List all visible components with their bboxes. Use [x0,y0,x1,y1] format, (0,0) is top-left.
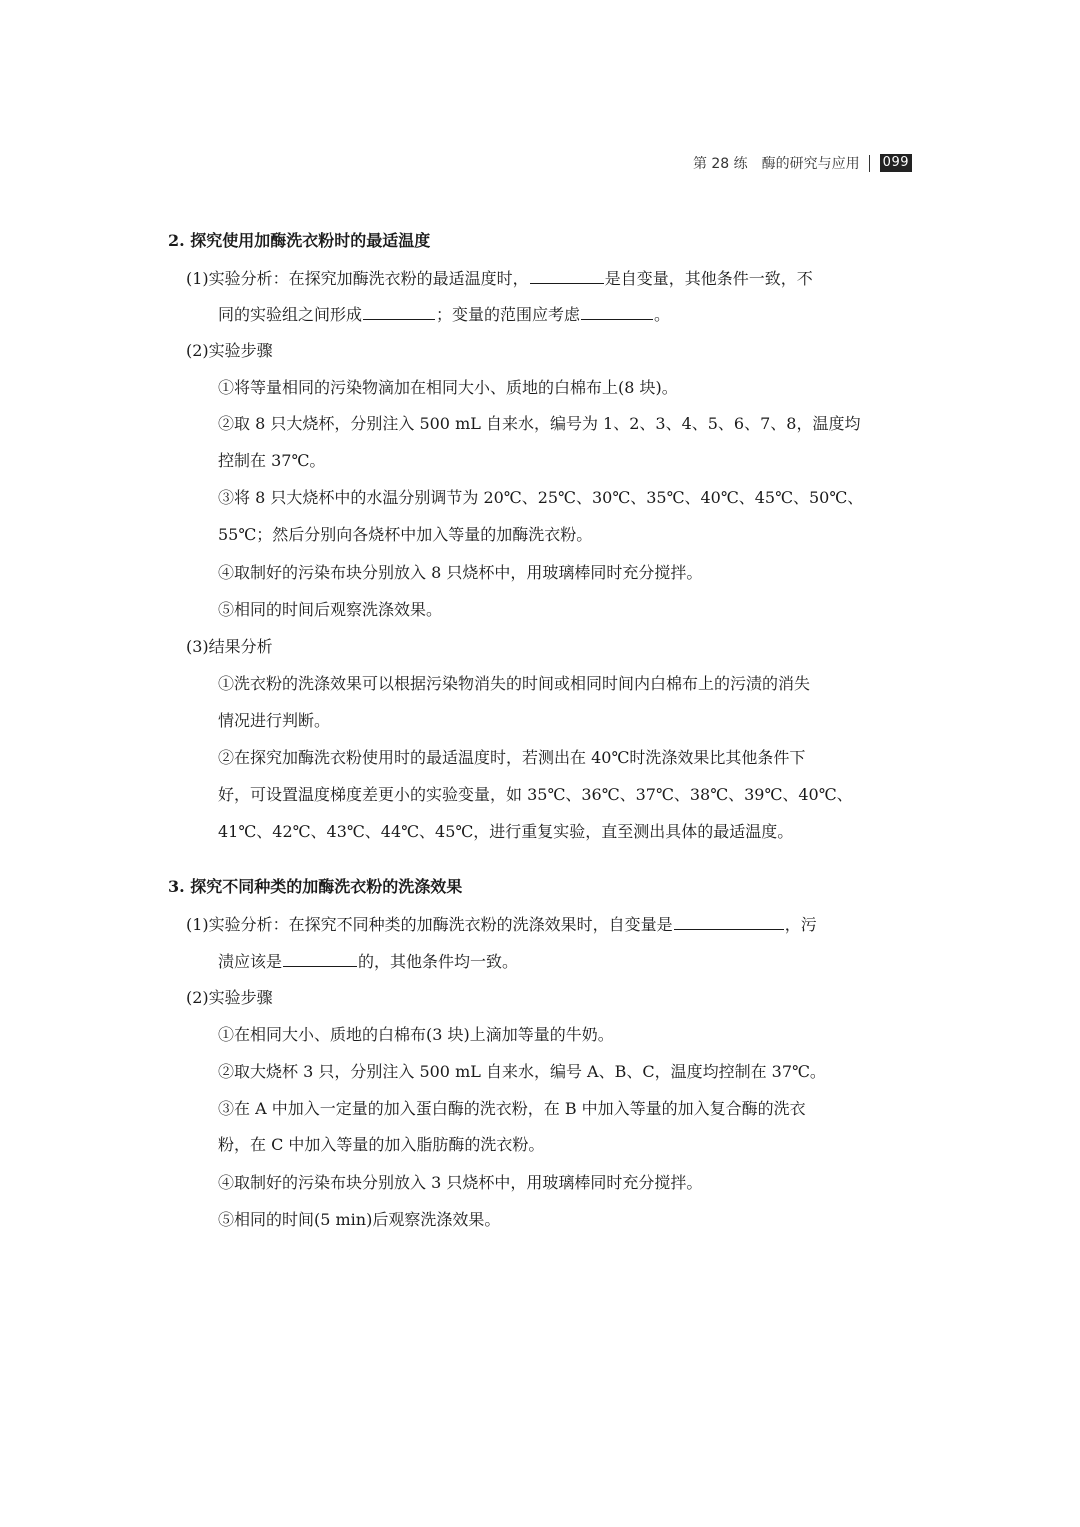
s2-result-line: ②在探究加酶洗衣粉使用时的最适温度时，若测出在 40℃时洗涤效果比其他条件下 [218,748,806,767]
s3-step-line: ④取制好的污染布块分别放入 3 只烧杯中，用玻璃棒同时充分搅拌。 [218,1173,703,1192]
s2-result-line: 好，可设置温度梯度差更小的实验变量，如 35℃、36℃、37℃、38℃、39℃、40℃、 [218,785,853,804]
s3-step-line: ⑤相同的时间(5 min)后观察洗涤效果。 [218,1210,501,1229]
s2-results-label: (3) [186,637,209,656]
s2-result-line: ①洗衣粉的洗涤效果可以根据污染物消失的时间或相同时间内白棉布上的污渍的消失 [218,674,811,693]
s3-analysis-text-d: 的，其他条件均一致。 [358,952,519,971]
s3-analysis-text-c: 渍应该是 [218,952,283,971]
s3-step-line: 粉，在 C 中加入等量的加入脂肪酶的洗衣粉。 [218,1135,545,1154]
s2-results-heading [186,637,273,657]
s3-step-line: ③在 A 中加入一定量的加入蛋白酶的洗衣粉，在 B 中加入等量的加入复合酶的洗衣 [218,1099,806,1118]
s2-step-line: 控制在 37℃。 [218,451,326,470]
s2-step-line: ①将等量相同的污染物滴加在相同大小、质地的白棉布上(8 块)。 [218,378,678,397]
s3-analysis-label: (1) [186,915,209,934]
s2-analysis-text-c: 同的实验组之间形成 [218,305,363,324]
answer-blank[interactable] [581,304,653,320]
s2-analysis-text-d: ；变量的范围应考虑 [436,305,581,324]
s3-step-line: ②取大烧杯 3 只，分别注入 500 mL 自来水，编号 A、B、C，温度均控制在 37℃。 [218,1062,826,1081]
running-header [693,153,912,173]
s2-result-line: 41℃、42℃、43℃、44℃、45℃，进行重复实验，直至测出具体的最适温度。 [218,822,794,841]
section-3-title: 3. 探究不同种类的加酶洗衣粉的洗涤效果 [168,877,463,896]
section-2-title: 2. 探究使用加酶洗衣粉时的最适温度 [168,231,431,250]
answer-blank[interactable] [530,268,604,284]
s2-analysis-line-2 [218,304,670,325]
s2-analysis-line-1 [186,268,813,289]
s2-steps-label: (2) [186,341,209,360]
chapter-title: 第 28 练 酶的研究与应用 [692,156,860,172]
s2-analysis-label: (1) [186,269,209,288]
s2-step-line: ④取制好的污染布块分别放入 8 只烧杯中，用玻璃棒同时充分搅拌。 [218,563,703,582]
s2-step-line: ⑤相同的时间后观察洗涤效果。 [218,600,443,619]
s3-step-line: ①在相同大小、质地的白棉布(3 块)上滴加等量的牛奶。 [218,1025,614,1044]
s3-analysis-text-a: 实验分析：在探究不同种类的加酶洗衣粉的洗涤效果时，自变量是 [208,915,673,934]
s2-steps-heading [186,341,273,361]
answer-blank[interactable] [674,914,784,930]
s2-analysis-text-a: 实验分析：在探究加酶洗衣粉的最适温度时， [208,269,529,288]
s2-step-line: 55℃；然后分别向各烧杯中加入等量的加酶洗衣粉。 [218,525,593,544]
s3-analysis-line-2 [218,951,518,972]
s3-steps-heading [186,988,273,1008]
s2-result-line: 情况进行判断。 [218,711,331,730]
answer-blank[interactable] [283,951,357,967]
s2-steps-text: 实验步骤 [208,341,273,360]
s3-analysis-text-b: ，污 [784,915,817,934]
s3-analysis-line-1 [186,914,817,935]
s2-analysis-text-b: 是自变量，其他条件一致，不 [604,269,813,288]
s2-results-text: 结果分析 [208,637,273,656]
answer-blank[interactable] [363,304,435,320]
s3-steps-text: 实验步骤 [208,988,273,1007]
s2-analysis-text-e: 。 [654,305,671,324]
s2-step-line: ③将 8 只大烧杯中的水温分别调节为 20℃、25℃、30℃、35℃、40℃、45℃、50℃、 [218,488,864,507]
page-number: 099 [880,154,912,172]
header-divider [869,155,870,172]
s3-steps-label: (2) [186,988,209,1007]
s2-step-line: ②取 8 只大烧杯，分别注入 500 mL 自来水，编号为 1、2、3、4、5、6、7、8，温度均 [218,414,861,433]
